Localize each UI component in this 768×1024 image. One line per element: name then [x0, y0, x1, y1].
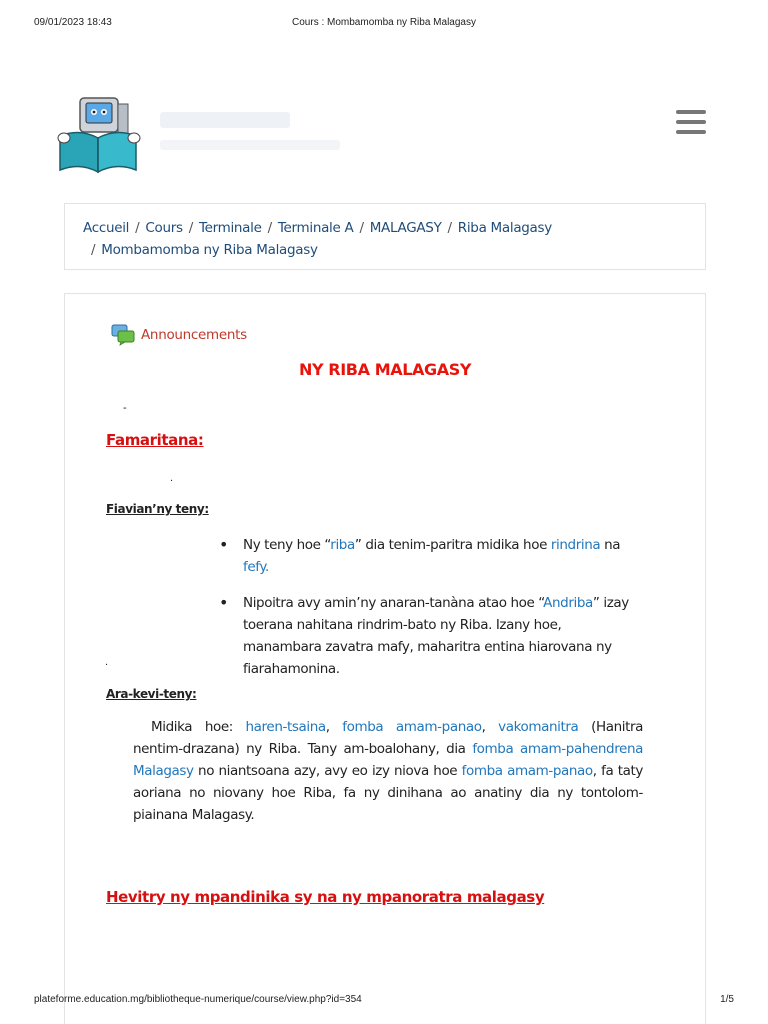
- logo-subtext-faded: [160, 140, 340, 150]
- highlight-term: fomba amam-panao: [461, 763, 593, 779]
- dash-marker: -: [123, 402, 127, 414]
- definition-paragraph: [133, 716, 643, 826]
- breadcrumb-terminale[interactable]: Terminale: [198, 220, 262, 236]
- breadcrumb-separator: /: [91, 242, 96, 258]
- highlight-term: fomba amam-pahendrena Malagasy: [133, 741, 643, 779]
- breadcrumb-separator: /: [188, 220, 193, 236]
- breadcrumb-separator: /: [135, 220, 140, 236]
- text: Ny teny hoe “: [243, 537, 331, 553]
- highlight-term: fomba amam-panao: [342, 719, 482, 735]
- text: ” izay toerana nahitana rindrim-bato ny Riba. Izany hoe, manambara zavatra mafy, maharitra entina hiarovana ny fiarahamonina.: [243, 595, 629, 677]
- heading-ara-kevi-teny: Ara-kevi-teny:: [106, 687, 197, 701]
- etymology-list: [215, 534, 635, 694]
- print-datetime: 09/01/2023 18:43: [34, 17, 112, 28]
- dot-marker: .: [170, 472, 174, 484]
- breadcrumb-separator: /: [359, 220, 364, 236]
- breadcrumb-current-page[interactable]: Mombamomba ny Riba Malagasy: [101, 242, 318, 258]
- heading-fiavian: Fiavian’ny teny:: [106, 502, 209, 516]
- highlight-fefy: fefy.: [243, 559, 269, 575]
- breadcrumb-cours[interactable]: Cours: [145, 220, 183, 236]
- hamburger-menu-icon[interactable]: [676, 110, 708, 136]
- highlight-term: haren-tsaina: [245, 719, 326, 735]
- text: , fa taty aoriana no niovany hoe Riba, fa ny dinihana ao anatiny dia ny tontolom-piainana Malagasy.: [133, 763, 644, 823]
- dot-marker: .: [105, 656, 109, 668]
- text: Midika hoe:: [151, 719, 246, 735]
- text: ,: [325, 719, 343, 735]
- highlight-riba: riba: [330, 537, 355, 553]
- site-logo[interactable]: [52, 94, 302, 176]
- forum-chat-icon: [111, 324, 135, 346]
- highlight-term: vakomanitra: [498, 719, 579, 735]
- list-item: [215, 534, 635, 578]
- text: ,: [481, 719, 499, 735]
- breadcrumb-accueil[interactable]: Accueil: [83, 220, 130, 236]
- book-reader-logo-icon: [52, 94, 147, 176]
- course-content: [64, 293, 706, 1024]
- heading-hevitry: Hevitry ny mpandinika sy na ny mpanoratra malagasy: [106, 888, 545, 906]
- breadcrumb: [64, 203, 706, 270]
- breadcrumb-separator: /: [267, 220, 272, 236]
- announcements-link[interactable]: [111, 324, 247, 346]
- text: (Hanitra nentim-drazana) ny Riba. Tany am-boalohany, dia: [133, 719, 643, 757]
- breadcrumb-terminale-a[interactable]: Terminale A: [277, 220, 354, 236]
- print-url: plateforme.education.mg/bibliotheque-numerique/course/view.php?id=354: [34, 994, 362, 1005]
- print-page-number: 1/5: [720, 994, 734, 1005]
- logo-text-faded: [160, 112, 290, 128]
- text: Nipoitra avy amin’ny anaran-tanàna atao hoe “: [243, 595, 544, 611]
- announcements-label: Announcements: [141, 327, 247, 343]
- print-title: Cours : Mombamomba ny Riba Malagasy: [292, 17, 476, 28]
- breadcrumb-malagasy[interactable]: MALAGASY: [369, 220, 442, 236]
- text: no niantsoana azy, avy eo izy niova hoe: [193, 763, 462, 779]
- text: ” dia tenim-paritra midika hoe: [354, 537, 551, 553]
- text: na: [600, 537, 621, 553]
- page-title: NY RIBA MALAGASY: [298, 360, 472, 379]
- highlight-andriba: Andriba: [543, 595, 593, 611]
- list-item: [215, 592, 635, 680]
- highlight-rindrina: rindrina: [550, 537, 601, 553]
- heading-famaritana: Famaritana:: [106, 431, 204, 449]
- breadcrumb-separator: /: [447, 220, 452, 236]
- breadcrumb-riba-malagasy[interactable]: Riba Malagasy: [457, 220, 552, 236]
